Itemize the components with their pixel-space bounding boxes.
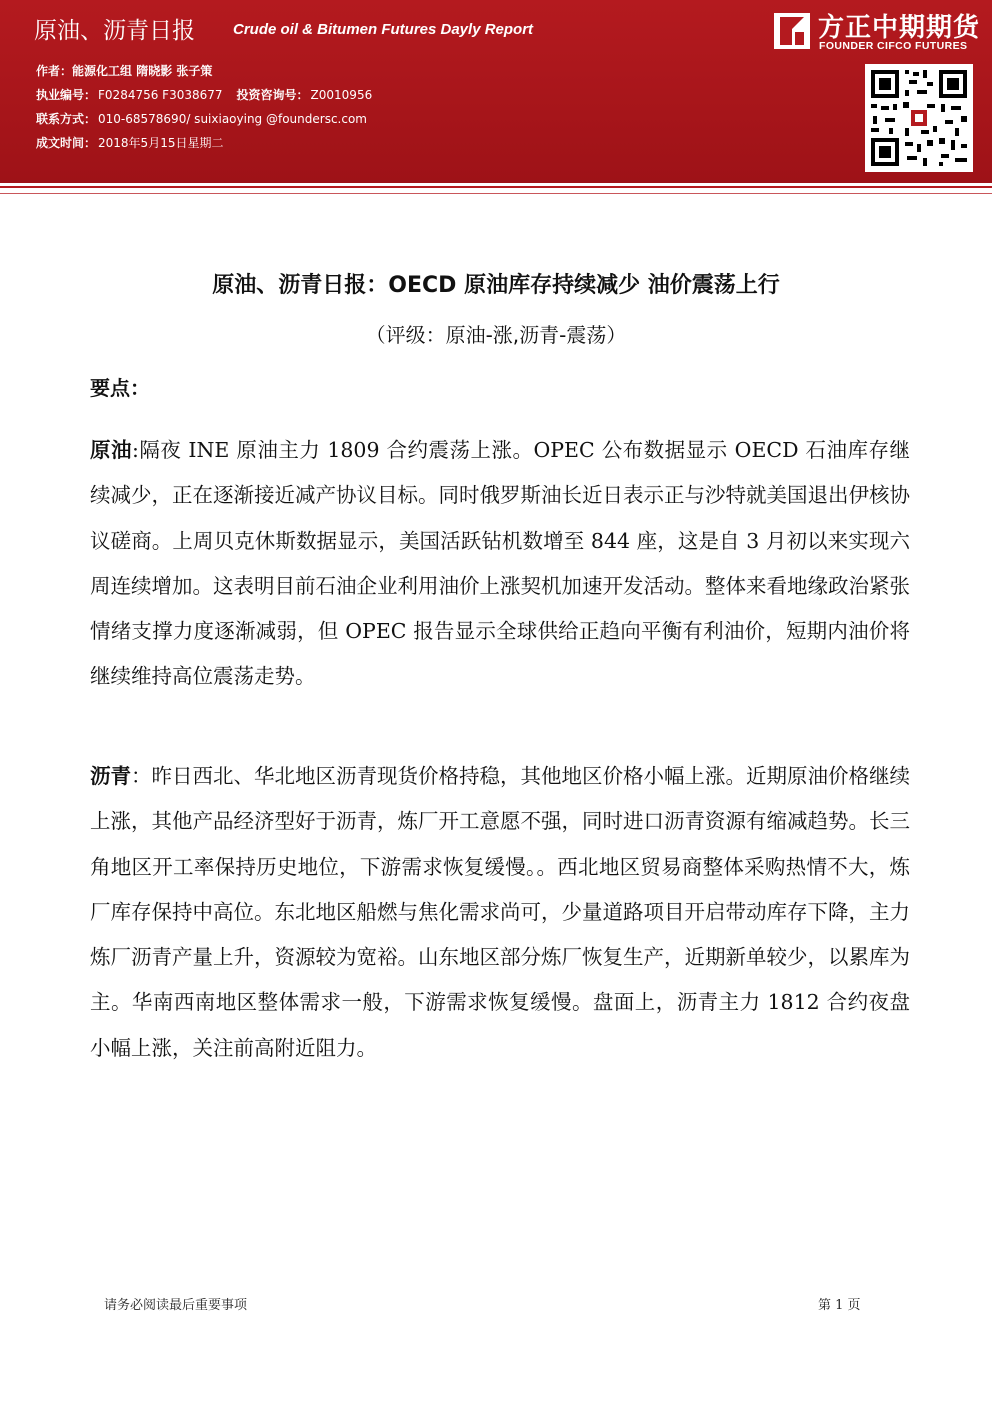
advisory-value: Z0010956 — [310, 88, 373, 102]
license-label: 执业编号： — [36, 88, 97, 102]
page-number: 第 1 页 — [818, 1298, 861, 1313]
date-line — [36, 134, 223, 151]
author-line — [36, 62, 212, 79]
founder-logo-icon — [772, 11, 812, 51]
brand-name-cn: 方正中期期货 — [818, 13, 981, 43]
date-value: 2018年5月15日星期二 — [98, 136, 224, 150]
license-value: F0284756 F3038677 — [98, 88, 223, 102]
bitumen-text: ：昨日西北、华北地区沥青现货价格持稳，其他地区价格小幅上涨。近期原油价格继续上涨，其他产品经济型好于沥青，炼厂开工意愿不强，同时进口沥青资源有缩减趋势。长三角地区开工率保持历史地位，下游需求恢复缓慢。。西北地区贸易商整体采购热情不大，炼厂库存保持中高位。东北地区船燃与焦化需求尚可，少量道路项目开启带动库存下降，主力炼厂沥青产量上升，资源较为宽裕。山东地区部分炼厂恢复生产，近期新单较少，以累库为主。华南西南地区整体需求一般，下游需求恢复缓慢。盘面上，沥青主力 1812 合约夜盘小幅上涨，关注前高附近阻力。 — [90, 764, 910, 1060]
author-label: 作者： — [36, 64, 73, 78]
header-divider-thin — [0, 193, 992, 194]
contact-value: 010-68578690/ suixiaoying @foundersc.com — [98, 112, 367, 126]
bitumen-label: 沥青 — [90, 764, 131, 788]
brand-name-en: FOUNDER CIFCO FUTURES — [819, 40, 968, 52]
contact-label: 联系方式： — [36, 112, 97, 126]
rating: （评级：原油-涨,沥青-震荡） — [365, 323, 627, 347]
brand-logo — [770, 5, 990, 57]
date-label: 成文时间： — [36, 136, 97, 150]
header-title-en: Crude oil & Bitumen Futures Dayly Report — [233, 21, 534, 38]
header-divider — [0, 186, 992, 188]
bitumen-paragraph — [90, 754, 910, 1071]
header-title-cn: 原油、沥青日报 — [34, 18, 195, 44]
advisory-label: 投资咨询号： — [236, 88, 309, 102]
crude-oil-text: :隔夜 INE 原油主力 1809 合约震荡上涨。OPEC 公布数据显示 OECD 石油库存继续减少，正在逐渐接近减产协议目标。同时俄罗斯油长近日表示正与沙特就美国退出伊核协议磋商。上周贝克休斯数据显示，美国活跃钻机数增至 844 座，这是自 3 月初以来实现六周连续增加。这表明目前石油企业利用油价上涨契机加速开发活动。整体来看地缘政治紧张情绪支撑力度逐渐减弱，但 OPEC 报告显示全球供给正趋向平衡有利油价，短期内油价将继续维持高位震荡走势。 — [90, 438, 910, 689]
report-header — [0, 0, 992, 183]
contact-line — [36, 110, 367, 127]
author-value: 能源化工组 隋晓影 张子策 — [72, 64, 213, 78]
footer-notice: 请务必阅读最后重要事项 — [104, 1298, 248, 1313]
license-line — [36, 86, 372, 103]
crude-oil-label: 原油 — [90, 438, 132, 462]
qr-code-icon — [865, 64, 973, 172]
crude-oil-paragraph — [90, 428, 910, 700]
key-points-heading: 要点： — [90, 376, 150, 400]
document-title: 原油、沥青日报：OECD 原油库存持续减少 油价震荡上行 — [212, 273, 780, 298]
